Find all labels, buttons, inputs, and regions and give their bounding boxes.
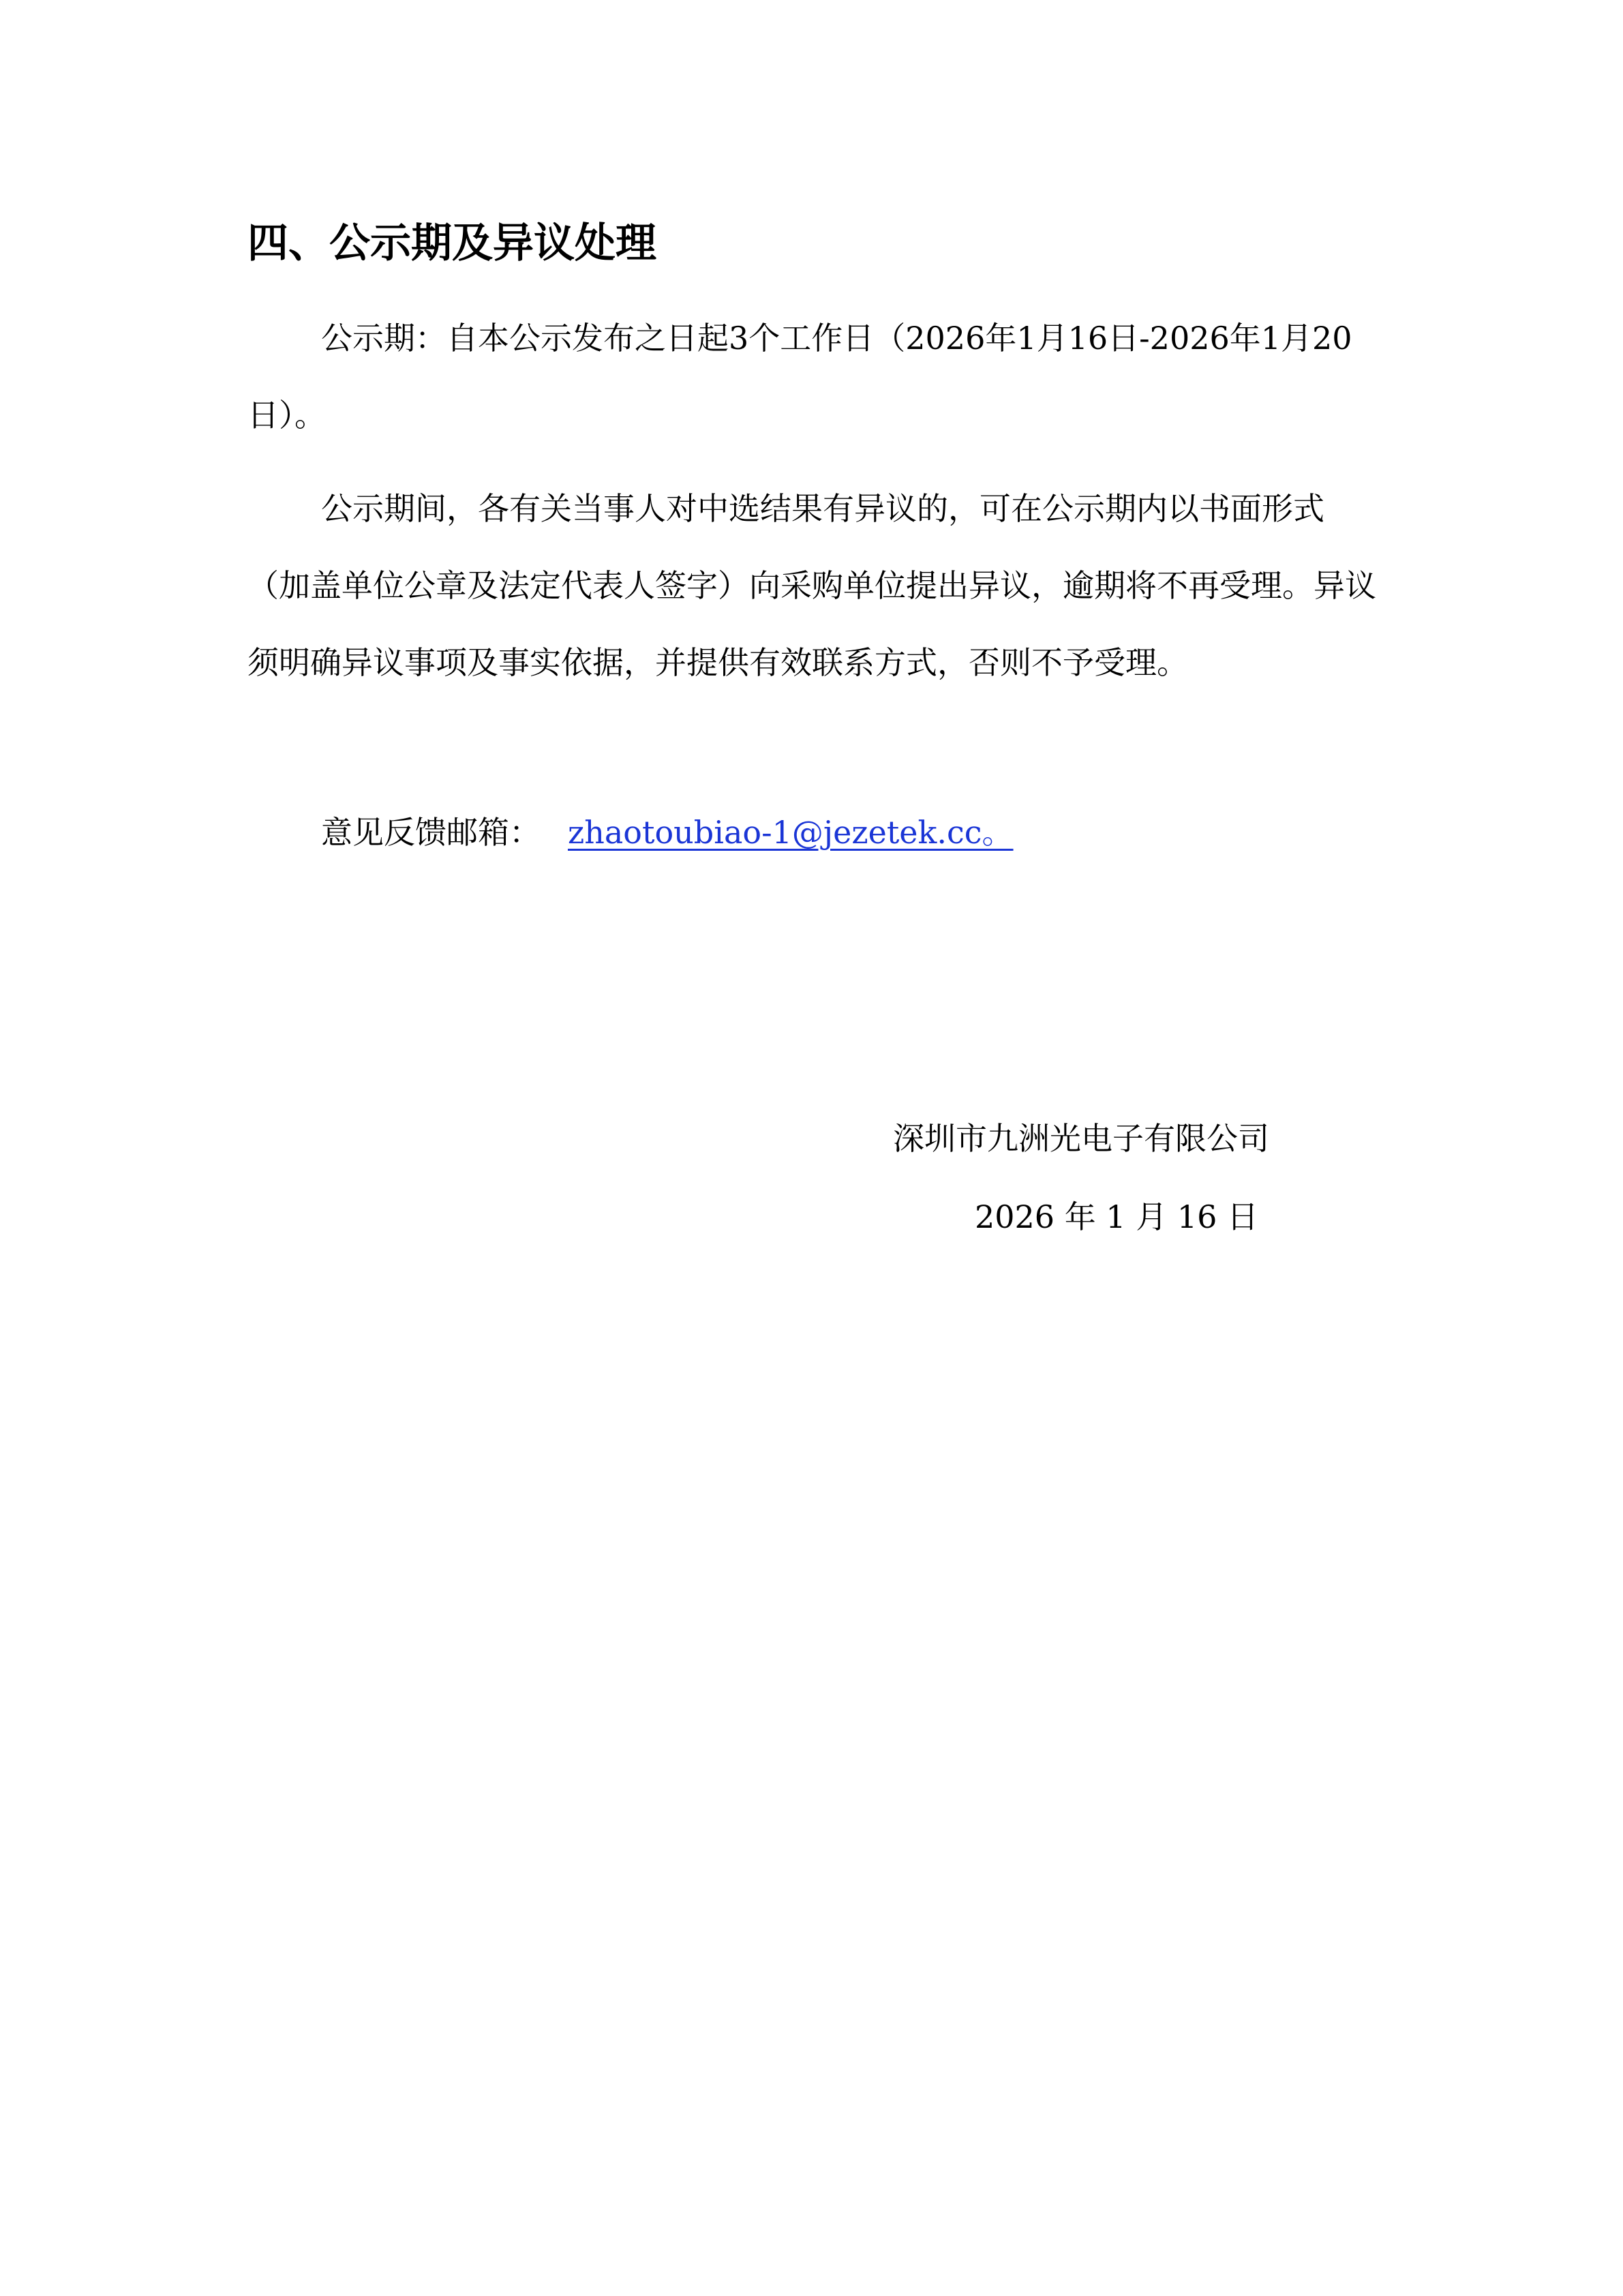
feedback-email-link[interactable]: zhaotoubiao-1@jezetek.cc。	[568, 814, 1014, 851]
company-name: 深圳市九洲光电子有限公司	[893, 1120, 1269, 1157]
objection-paragraph: 公示期间，各有关当事人对中选结果有异议的，可在公示期内以书面形式（加盖单位公章及法定代表人签字）向采购单位提出异议，逾期将不再受理。异议须明确异议事项及事实依据，并提供有效联系方式，否则不予受理。	[247, 490, 1376, 681]
feedback-paragraph	[247, 794, 1379, 871]
signature-date: 2026 年 1 月 16 日	[975, 1198, 1258, 1235]
publicity-period-paragraph: 公示期：自本公示发布之日起3个工作日（2026年1月16日-2026年1月20日）。	[247, 320, 1352, 434]
section-heading: 四、公示期及异议处理	[247, 220, 656, 267]
feedback-label: 意见反馈邮箱：	[321, 814, 541, 851]
